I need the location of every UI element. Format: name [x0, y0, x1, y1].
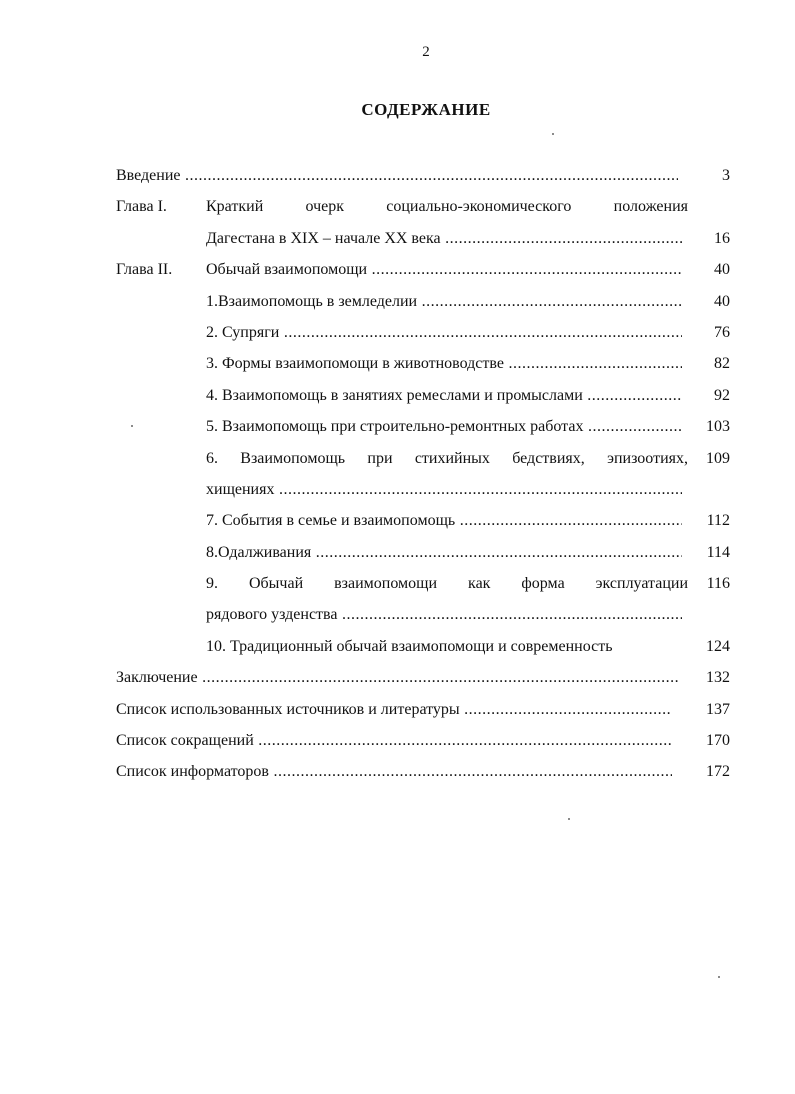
toc-entry-text-cont: Дагестана в XIX – начале XX века ..... — [206, 223, 682, 254]
toc-page-number: 40 — [714, 261, 730, 279]
toc-entry-section-9-cont[interactable] — [116, 599, 730, 630]
toc-entry-text: 3. Формы взаимопомощи в животноводстве ..... — [206, 348, 682, 379]
toc-entry-section-7[interactable] — [116, 505, 730, 536]
page-number: 2 — [422, 44, 430, 60]
toc-entry-text: 10. Традиционный обычай взаимопомощи и современность — [206, 637, 613, 655]
toc-entry-text: Список использованных источников и литературы ..... — [116, 694, 672, 725]
toc-page-number: 103 — [706, 418, 730, 436]
toc-page-number: 76 — [714, 323, 730, 341]
toc-entry-text: 6. Взаимопомощь при стихийных бедствиях, эпизоотиях, — [206, 449, 688, 467]
toc-page-number: 112 — [706, 512, 730, 530]
toc-entry-text: Введение ..... — [116, 160, 678, 191]
toc-page-number: 172 — [706, 763, 730, 781]
toc-entry-conclusion[interactable] — [116, 662, 730, 693]
scan-speck — [568, 818, 570, 820]
toc-entry-text: Список информаторов ..... — [116, 756, 672, 787]
toc-entry-section-2[interactable] — [116, 317, 730, 348]
toc-entry-intro[interactable] — [116, 160, 730, 191]
toc-page-number: 170 — [706, 732, 730, 750]
toc-entry-text: Обычай взаимопомощи ..... — [206, 254, 682, 285]
toc-entry-text: 7. События в семье и взаимопомощь ..... — [206, 505, 682, 536]
toc-entry-section-4[interactable] — [116, 380, 730, 411]
scan-speck — [131, 425, 133, 427]
scan-speck — [552, 133, 554, 135]
toc-entry-text: Список сокращений ..... — [116, 725, 672, 756]
toc-entry-text-cont: рядового узденства ..... — [206, 599, 682, 630]
toc-entry-section-9[interactable] — [116, 568, 730, 599]
toc-page-number: 124 — [706, 637, 730, 655]
toc-entry-section-8[interactable] — [116, 537, 730, 568]
toc-entry-text: 4. Взаимопомощь в занятиях ремеслами и промыслами ..... — [206, 380, 682, 411]
toc-entry-text: Заключение ..... — [116, 662, 678, 693]
toc-page-number: 109 — [706, 449, 730, 467]
toc-entry-text: Краткий очерк социально-экономического положения — [206, 198, 688, 216]
toc-entry-text: 8.Одалживания ..... — [206, 537, 682, 568]
toc-page-number: 92 — [714, 386, 730, 404]
toc-page-number: 114 — [706, 543, 730, 561]
toc-page-number: 40 — [714, 292, 730, 310]
toc-entry-text: 9. Обычай взаимопомощи как форма эксплуатации — [206, 575, 688, 593]
toc-page-number: 116 — [706, 575, 730, 593]
toc-page-number: 132 — [706, 669, 730, 687]
toc-entry-chapter-1[interactable] — [116, 191, 730, 222]
chapter-label: Глава II. — [116, 261, 173, 279]
toc-entry-abbreviations[interactable] — [116, 725, 730, 756]
toc-entry-chapter-1-cont[interactable] — [116, 223, 730, 254]
toc-entry-informants[interactable] — [116, 756, 730, 787]
chapter-label: Глава I. — [116, 198, 167, 216]
toc-entry-section-5[interactable] — [116, 411, 730, 442]
toc-entry-sources[interactable] — [116, 694, 730, 725]
toc-title: СОДЕРЖАНИЕ — [361, 100, 491, 119]
toc-page-number: 3 — [722, 167, 730, 184]
toc-page-number: 16 — [714, 229, 730, 247]
toc-entry-section-6-cont[interactable] — [116, 474, 730, 505]
toc-entry-text: 1.Взаимопомощь в земледелии ..... — [206, 286, 682, 317]
toc-page-number: 82 — [714, 355, 730, 373]
toc-entry-section-6[interactable] — [116, 443, 730, 474]
toc-entry-text: 2. Супряги ..... — [206, 317, 682, 348]
toc-entry-section-3[interactable] — [116, 348, 730, 379]
toc-entry-text-cont: хищениях ..... — [206, 474, 682, 505]
toc-entry-chapter-2[interactable] — [116, 254, 730, 285]
table-of-contents — [116, 160, 730, 788]
scan-speck — [718, 976, 720, 978]
toc-page-number: 137 — [706, 700, 730, 718]
toc-entry-text: 5. Взаимопомощь при строительно-ремонтных работах ..... — [206, 411, 682, 442]
toc-entry-section-1[interactable] — [116, 286, 730, 317]
toc-entry-section-10[interactable] — [116, 631, 730, 662]
